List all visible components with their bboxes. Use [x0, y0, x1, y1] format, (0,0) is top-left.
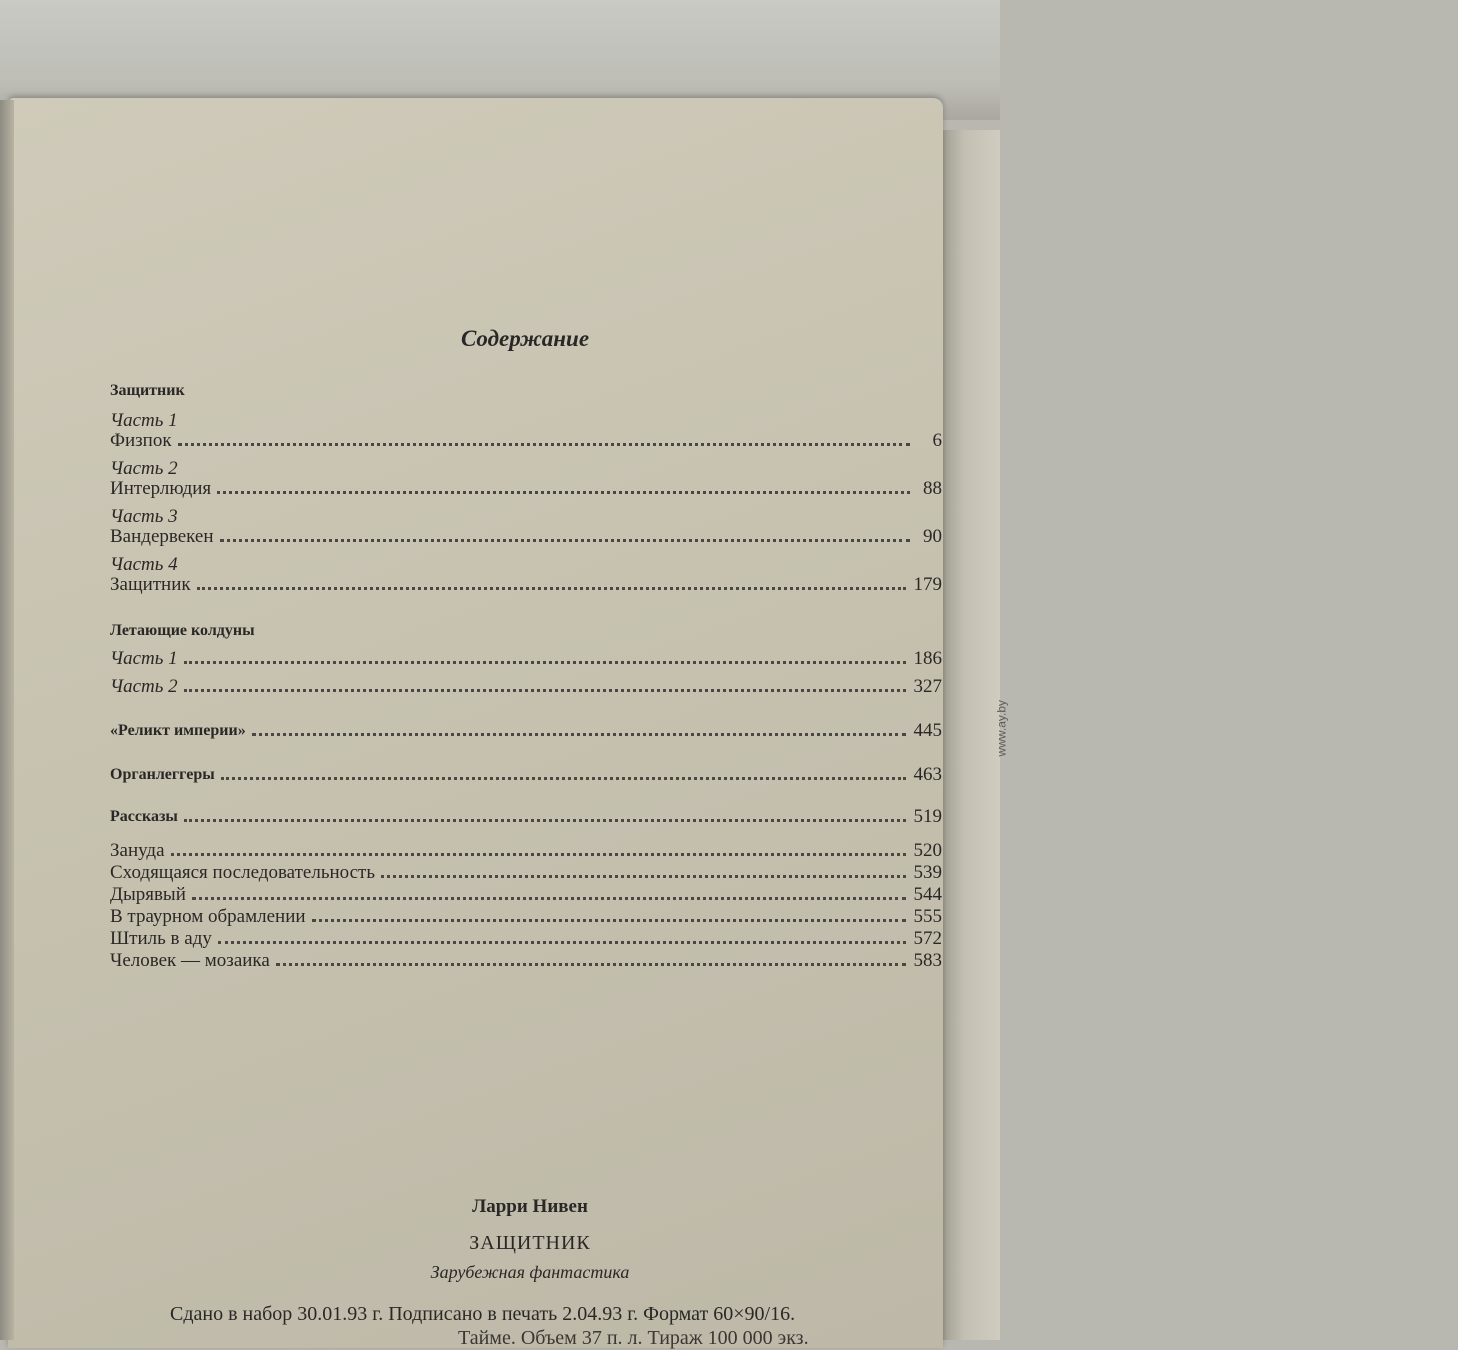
toc-entry-page: 90 — [923, 526, 942, 547]
toc-entry-page: 186 — [913, 648, 942, 669]
toc-entry-label: Человек — мозаика — [110, 950, 270, 971]
toc-entry — [110, 762, 942, 786]
toc-entry — [110, 926, 942, 950]
toc-entry — [110, 860, 942, 884]
page-edges — [940, 130, 1000, 1340]
toc-entry-page: 583 — [913, 950, 942, 971]
dot-leader — [192, 897, 906, 900]
dot-leader — [178, 443, 910, 446]
toc-entry-page: 544 — [913, 884, 942, 905]
toc-entry-page: 6 — [932, 430, 942, 451]
dot-leader — [184, 689, 906, 692]
toc-entry-page: 555 — [913, 906, 942, 927]
toc-entry-label: Летающие колдуны — [110, 622, 255, 639]
book-spine — [0, 100, 14, 1340]
imprint-line-2: Тайме. Объем 37 п. л. Тираж 100 000 экз. — [458, 1327, 809, 1349]
dot-leader — [220, 539, 910, 542]
toc-entry — [110, 948, 942, 972]
toc-entry-label: Вандервекен — [110, 526, 214, 547]
toc-entry-label: Штиль в аду — [110, 928, 212, 949]
toc-entry-label: В траурном обрамлении — [110, 906, 306, 927]
toc-entry-label: Часть 2 — [110, 676, 178, 697]
toc-entry-label: Дырявый — [110, 884, 186, 905]
toc-entry-page: 519 — [913, 806, 942, 827]
toc-entry-label: Защитник — [110, 382, 185, 399]
toc-entry — [110, 718, 942, 742]
toc-entry-label: «Реликт империи» — [110, 722, 246, 739]
toc-entry — [110, 524, 942, 548]
toc-entry-label: Часть 1 — [110, 648, 178, 669]
toc-entry-page: 445 — [913, 720, 942, 741]
toc-entry — [110, 378, 942, 402]
book-title: ЗАЩИТНИК — [469, 1232, 591, 1254]
toc-entry-label: Сходящаяся последовательность — [110, 862, 376, 883]
toc-entry — [110, 904, 942, 928]
toc-title: Содержание — [460, 326, 590, 351]
toc-entry-label: Часть 3 — [110, 506, 178, 527]
dot-leader — [218, 941, 906, 944]
watermark: www.ay.by — [994, 700, 1008, 757]
imprint-line: Сдано в набор 30.01.93 г. Подписано в печать 2.04.93 г. Формат 60×90/16. — [170, 1303, 796, 1325]
toc-entry-label: Интерлюдия — [110, 478, 212, 499]
book-series: Зарубежная фантастика — [430, 1262, 630, 1282]
toc-entry-label: Зануда — [110, 840, 165, 861]
book-author: Ларри Нивен — [472, 1196, 588, 1217]
toc-entry — [110, 428, 942, 452]
toc-entry-page: 520 — [913, 840, 942, 861]
dot-leader — [171, 853, 906, 856]
toc-entry-page: 572 — [913, 928, 942, 949]
dot-leader — [217, 491, 910, 494]
toc-entry-page: 539 — [913, 862, 942, 883]
toc-entry — [110, 476, 942, 500]
toc-entry — [110, 838, 942, 862]
dot-leader — [184, 661, 906, 664]
dot-leader — [184, 819, 906, 822]
dot-leader — [197, 587, 906, 590]
toc-entry-label: Часть 1 — [110, 410, 178, 431]
dot-leader — [252, 733, 906, 736]
toc-entry-page: 88 — [923, 478, 942, 499]
toc-entry — [110, 804, 942, 828]
toc-entry — [110, 618, 942, 642]
toc-entry — [110, 882, 942, 906]
toc-entry-label: Физпок — [110, 430, 172, 451]
toc-entry-label: Часть 2 — [110, 458, 178, 479]
toc-entry — [110, 646, 942, 670]
toc-entry-label: Часть 4 — [110, 554, 178, 575]
toc-entry — [110, 674, 942, 698]
toc-entry-page: 463 — [913, 764, 942, 785]
dot-leader — [381, 875, 905, 878]
dot-leader — [312, 919, 906, 922]
dot-leader — [221, 777, 906, 780]
toc-entry-label: Рассказы — [110, 808, 178, 825]
toc-entry — [110, 572, 942, 596]
toc-entry-label: Защитник — [110, 574, 191, 595]
toc-entry-page: 327 — [913, 676, 942, 697]
dot-leader — [276, 963, 906, 966]
toc-entry-page: 179 — [913, 574, 942, 595]
toc-entry-label: Органлеггеры — [110, 766, 215, 783]
